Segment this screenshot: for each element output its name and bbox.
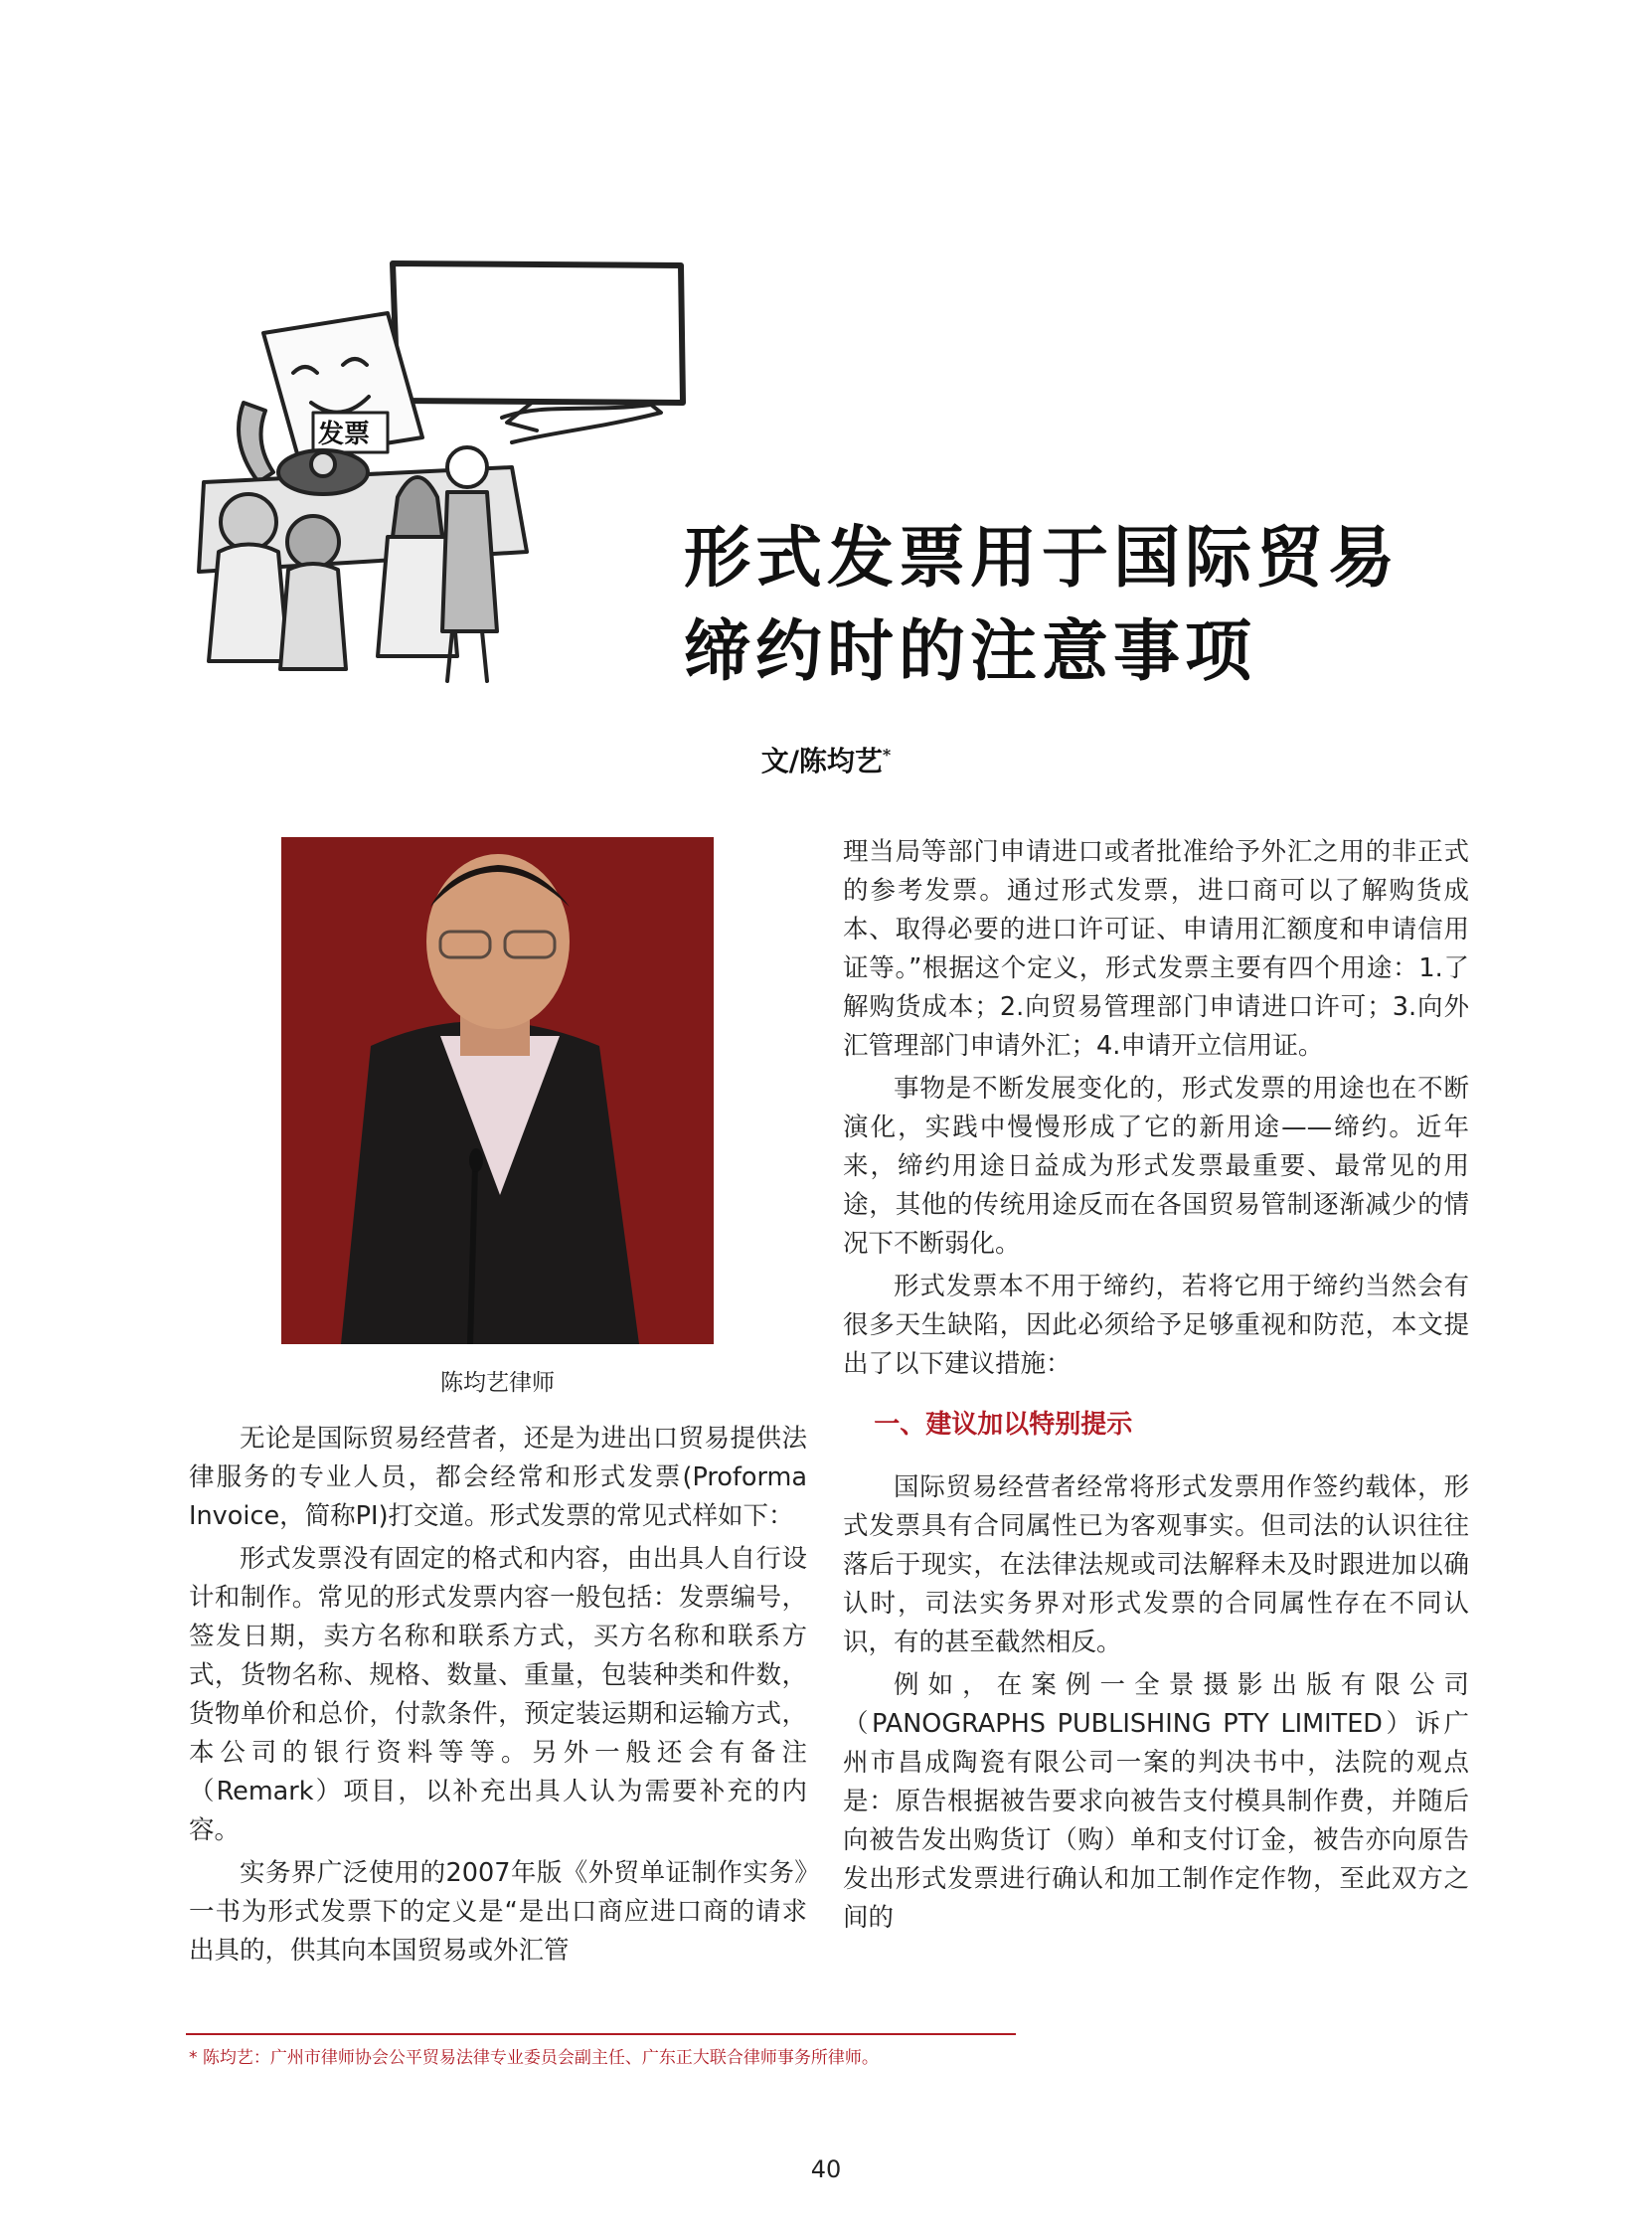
right-column [843, 833, 1469, 1938]
body-paragraph: 形式发票本不用于缔约，若将它用于缔约当然会有很多天生缺陷，因此必须给予足够重视和防范，本文提出了以下建议措施： [843, 1272, 1469, 1379]
author-photo [281, 837, 714, 1344]
body-paragraph: 实务界广泛使用的2007年版《外贸单证制作实务》一书为形式发票下的定义是“是出口商应进口商的请求出具的，供其向本国贸易或外汇管 [189, 1858, 807, 1966]
invoice-sign-text: 发票 [318, 420, 371, 449]
section-heading: 一、建议加以特别提示 [874, 1410, 1133, 1440]
article-title-line-2: 缔约时的注意事项 [684, 611, 1256, 690]
author-byline [0, 740, 1652, 779]
byline-text: 文/陈均艺 [760, 745, 883, 777]
body-paragraph: 事物是不断发展变化的，形式发票的用途也在不断演化，实践中慢慢形成了它的新用途——缔约。近年来，缔约用途日益成为形式发票最重要、最常见的用途，其他的传统用途反而在各国贸易管制逐渐减少的情况下不断弱化。 [843, 1074, 1469, 1259]
body-paragraph: 例如，在案例一全景摄影出版有限公司（PANOGRAPHS PUBLISHING PTY LIMITED）诉广州市昌成陶瓷有限公司一案的判决书中，法院的观点是：原告根据被告要求向被告支付模具制作费，并随后向被告发出购货订（购）单和支付订金，被告亦向原告发出形式发票进行确认和加工制作定作物，至此双方之间的 [843, 1670, 1469, 1933]
body-paragraph-continued: 理当局等部门申请进口或者批准给予外汇之用的非正式的参考发票。通过形式发票，进口商可以了解购货成本、取得必要的进口许可证、申请用汇额度和申请信用证等。”根据这个定义，形式发票主要有四个用途：1.了解购货成本；2.向贸易管理部门申请进口许可；3.向外汇管理部门申请外汇；4.申请开立信用证。 [843, 837, 1469, 1061]
body-paragraph: 形式发票没有固定的格式和内容，由出具人自行设计和制作。常见的形式发票内容一般包括：发票编号，签发日期，卖方名称和联系方式，买方名称和联系方式，货物名称、规格、数量、重量，包装种类和件数，货物单价和总价，付款条件，预定装运期和运输方式，本公司的银行资料等等。另外一般还会有备注（Remark）项目，以补充出具人认为需要补充的内容。 [189, 1544, 807, 1845]
body-paragraph: 无论是国际贸易经营者，还是为进出口贸易提供法律服务的专业人员，都会经常和形式发票(Proforma Invoice，简称PI)打交道。形式发票的常见式样如下： [189, 1424, 807, 1531]
byline-footnote-mark: * [882, 745, 892, 765]
author-footnote: * 陈均艺：广州市律师协会公平贸易法律专业委员会副主任、广东正大联合律师事务所律师。 [189, 2048, 879, 2068]
body-paragraph: 国际贸易经营者经常将形式发票用作签约载体，形式发票具有合同属性已为客观事实。但司法的认识往往落后于现实，在法律法规或司法解释未及时跟进加以确认时，司法实务界对形式发票的合同属性存在不同认识，有的甚至截然相反。 [843, 1472, 1469, 1657]
photo-caption: 陈均艺律师 [440, 1370, 555, 1396]
article-title-line-1: 形式发票用于国际贸易 [684, 518, 1400, 597]
footnote-divider [186, 2033, 1016, 2035]
left-column [189, 1420, 807, 1971]
page-number: 40 [810, 2155, 842, 2183]
